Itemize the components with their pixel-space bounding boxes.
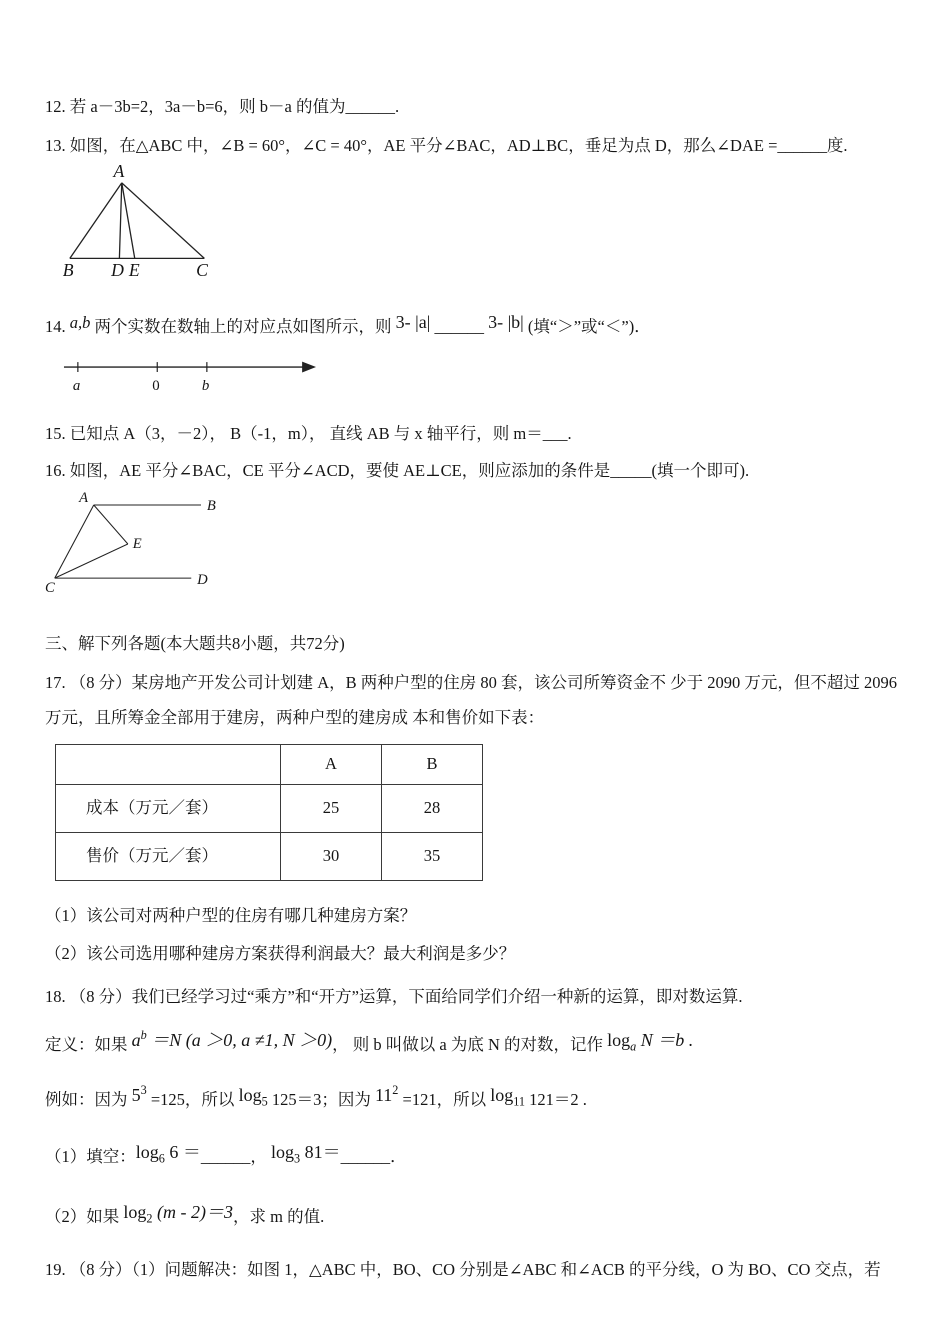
table-row-cost: [56, 784, 483, 832]
q14-expression-b: 3- |b|: [488, 312, 524, 333]
point-label-a: a: [72, 377, 81, 394]
def-prefix: 定义：如果: [45, 1035, 132, 1055]
cost-value-A: 25: [281, 784, 382, 832]
table-header-row: [56, 744, 483, 784]
solve-prefix: （2）如果: [45, 1206, 124, 1226]
solve-log-sub: 2: [146, 1211, 153, 1226]
solve-expression: (m - 2)＝3: [152, 1201, 233, 1222]
ex-base-1: 5: [131, 1085, 141, 1106]
numberline-figure-q14: [60, 353, 318, 395]
question-14: [45, 312, 908, 341]
fill-log-1: log: [135, 1142, 159, 1163]
ex-log-sub-1: 5: [261, 1094, 268, 1109]
q14-text: 两个实数在数轴上的对应点如图所示，则: [90, 317, 396, 337]
table-row-price: [56, 832, 483, 880]
figure-q13: [59, 164, 908, 290]
point-label-zero: 0: [152, 377, 160, 394]
cost-row-label: 成本（万元／套）: [56, 784, 281, 832]
ex-log-sub-2: 11: [513, 1094, 526, 1109]
solve-tail: ，求 m 的值.: [233, 1206, 325, 1226]
question-16: 16. 如图，AE 平分∠BAC，CE 平分∠ACD，要使 AE⊥CE，则应添加的条件是_____(填一个即可).: [45, 460, 750, 480]
def-log: log: [607, 1030, 631, 1051]
triangle-edges: [70, 183, 205, 259]
q14-blank: ______: [430, 317, 489, 337]
ex-exp-2: 2: [392, 1083, 399, 1098]
question-18-intro: 18. （8 分）我们已经学习过“乘方”和“开方”运算，下面给同学们介绍一种新的运算，即对数运算.: [45, 986, 743, 1006]
vertex-label-C: C: [196, 259, 208, 280]
question-19: 19. （8 分）（1）问题解决：如图 1，△ABC 中，BO、CO 分别是∠ABC 和∠ACB 的平分线，O 为 BO、CO 交点，若: [45, 1259, 881, 1279]
q14-tail: (填“＞”或“＜”)．: [523, 317, 651, 337]
price-value-A: 30: [281, 832, 382, 880]
question-17-part1: （1）该公司对两种户型的住房有哪几种建房方案？: [45, 905, 417, 925]
vertex-label-A: A: [79, 490, 89, 507]
table-cell-blank: [56, 744, 281, 784]
ex-prefix: 例如：因为: [45, 1090, 132, 1110]
vertex-label-B: B: [206, 498, 216, 515]
vertex-label-A: A: [113, 163, 125, 181]
fill-blank-2: ______: [340, 1147, 391, 1167]
question-17-part2: （2）该公司选用哪种建房方案获得利润最大？最大利润是多少？: [45, 944, 516, 964]
q14-number: 14.: [45, 317, 70, 337]
vertex-label-D: D: [197, 572, 208, 589]
price-value-B: 35: [382, 832, 483, 880]
q18-example: [45, 1085, 908, 1116]
ex-log-2: log: [490, 1085, 514, 1106]
triangle-figure-q13: [59, 164, 227, 282]
section-3-heading: 三、解下列各题(本大题共8小题，共72分): [45, 633, 345, 653]
ex-mid-3: =121，所以: [398, 1090, 491, 1110]
def-middle: ， 则 b 叫做以 a 为底 N 的对数，记作: [332, 1035, 608, 1055]
vertex-label-E: E: [128, 259, 140, 280]
ex-tail: 121＝2 .: [525, 1090, 587, 1110]
angle-figure-edges: [55, 505, 201, 578]
ex-exp-1: 3: [140, 1083, 147, 1098]
def-tail: N ＝b .: [636, 1030, 694, 1051]
table-header-B: B: [382, 744, 483, 784]
q14-variables: a,b: [69, 313, 91, 333]
def-equation: ＝N (a ＞0, a ≠1, N ＞0): [146, 1030, 333, 1051]
fill-blank-1: ______: [200, 1147, 251, 1167]
vertex-label-D: D: [111, 259, 124, 280]
point-label-b: b: [201, 377, 210, 394]
ex-mid-2: 125＝3；因为: [267, 1090, 375, 1110]
ex-base-2: 11: [374, 1085, 393, 1106]
fill-comma: ，: [250, 1147, 272, 1167]
fill-prefix: （1）填空：: [45, 1147, 136, 1167]
vertex-label-C: C: [45, 579, 55, 596]
vertex-label-B: B: [62, 259, 74, 280]
figure-q14: [60, 353, 908, 403]
q17-cost-table: [55, 744, 483, 881]
q18-definition: [45, 1030, 908, 1061]
fill-arg-2: 81＝: [300, 1142, 341, 1163]
q18-solve: [45, 1202, 908, 1233]
solve-log: log: [123, 1201, 147, 1222]
q18-fill-blanks: [45, 1142, 908, 1173]
table-header-A: A: [281, 744, 382, 784]
def-log-sub: a: [630, 1039, 637, 1054]
question-15: 15. 已知点 A（3，－2）， B（-1，m）， 直线 AB 与 x 轴平行，则 m＝___.: [45, 424, 572, 444]
ex-mid-1: =125，所以: [146, 1090, 239, 1110]
ex-log-1: log: [238, 1085, 262, 1106]
def-base: a: [131, 1030, 141, 1051]
question-17-body: 17. （8 分）某房地产开发公司计划建 A，B 两种户型的住房 80 套，该公司所筹资金不 少于 2090 万元，但不超过 2096 万元，且所筹金全部用于建房，两种户型的建房成 本和售价如下表：: [45, 672, 898, 728]
cost-value-B: 28: [382, 784, 483, 832]
arrow-head-icon: [302, 362, 316, 373]
question-13: 13. 如图，在△ABC 中，∠B = 60°，∠C = 40°，AE 平分∠BAC，AD⊥BC，垂足为点 D，那么∠DAE =______度.: [45, 136, 848, 156]
vertex-label-E: E: [132, 536, 142, 553]
price-row-label: 售价（万元／套）: [56, 832, 281, 880]
fill-arg-1: 6 ＝: [164, 1142, 201, 1163]
fill-log-2: log: [271, 1142, 295, 1163]
def-exponent: b: [140, 1028, 147, 1043]
q14-expression-a: 3- |a|: [395, 312, 431, 333]
figure-q16: [45, 490, 908, 606]
fill-log-sub-1: 6: [158, 1151, 165, 1166]
question-12: 12. 若 a－3b=2，3a－b=6，则 b－a 的值为______.: [45, 97, 400, 116]
fill-end: ．: [390, 1147, 407, 1167]
angle-figure-q16: [45, 490, 240, 598]
fill-log-sub-2: 3: [294, 1151, 301, 1166]
